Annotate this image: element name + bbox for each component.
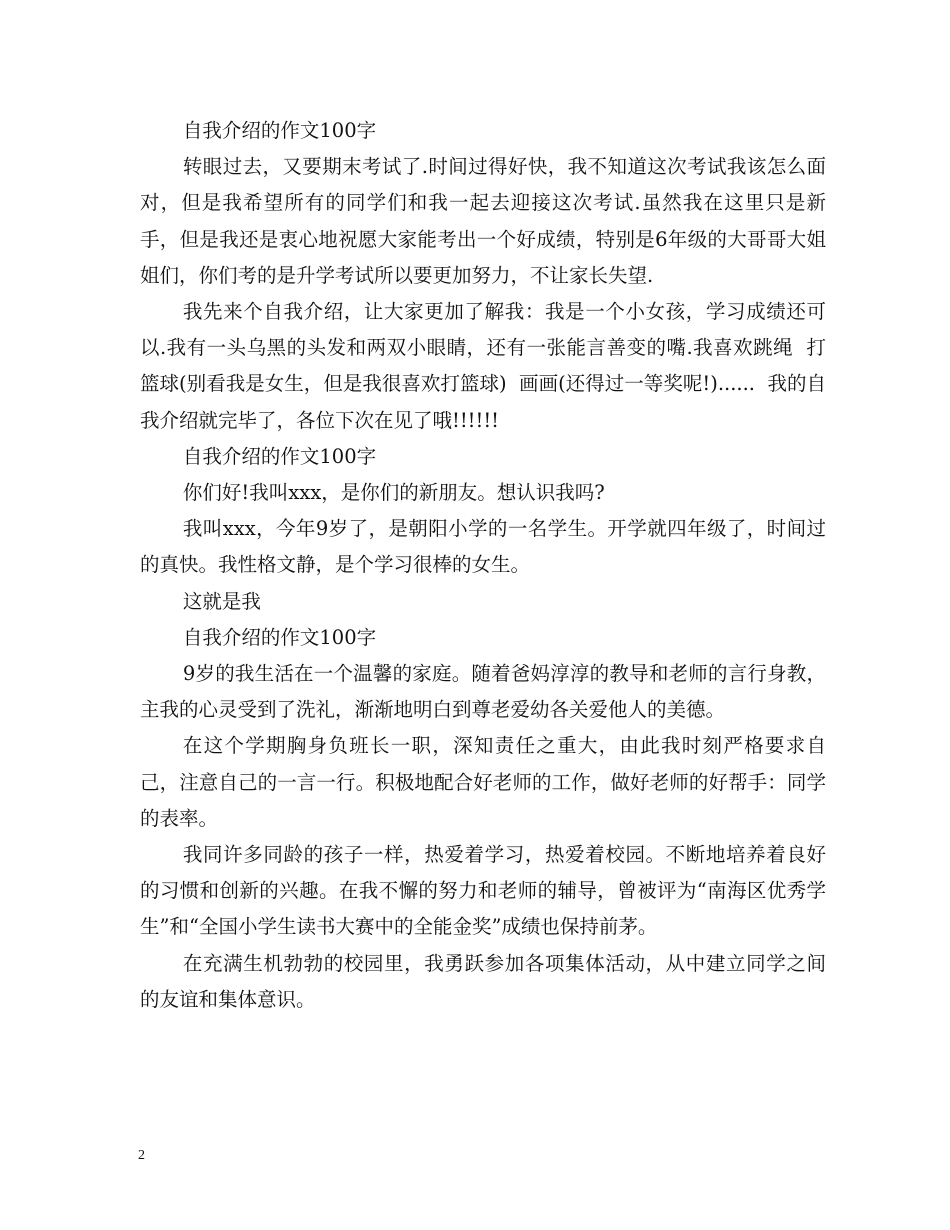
paragraph: 你们好!我叫xxx，是你们的新朋友。想认识我吗? xyxy=(182,481,605,505)
paragraph: 我同许多同龄的孩子一样，热爱着学习，热爱着校园。不断地培养着良好的习惯和创新的兴趣。在我不懈的努力和老师的辅导，曾被评为“南海区优秀学生”和“全国小学生读书大赛中的全能金奖”成绩也保持前茅。 xyxy=(140,843,826,939)
document-body xyxy=(140,113,826,1018)
paragraph: 在充满生机勃勃的校园里，我勇跃参加各项集体活动，从中建立同学之间的友谊和集体意识。 xyxy=(140,951,826,1011)
paragraph: 9岁的我生活在一个温馨的家庭。随着爸妈淳淳的教导和老师的言行身教，主我的心灵受到了洗礼，渐渐地明白到尊老爱幼各关爱他人的美德。 xyxy=(140,662,826,722)
paragraph: 这就是我 xyxy=(182,589,261,613)
page-number: 2 xyxy=(138,1148,145,1163)
paragraph: 在这个学期胸身负班长一职，深知责任之重大，由此我时刻严格要求自己，注意自己的一言一行。积极地配合好老师的工作，做好老师的好帮手：同学的表率。 xyxy=(140,734,826,830)
essay-title: 自我介绍的作文100字 xyxy=(182,119,377,142)
paragraph: 我叫xxx，今年9岁了，是朝阳小学的一名学生。开学就四年级了，时间过的真快。我性格文静，是个学习很棒的女生。 xyxy=(140,517,826,577)
essay-title: 自我介绍的作文100字 xyxy=(182,444,377,468)
essay-title: 自我介绍的作文100字 xyxy=(182,625,377,649)
paragraph: 转眼过去，又要期末考试了.时间过得好快，我不知道这次考试我该怎么面对，但是我希望所有的同学们和我一起去迎接这次考试.虽然我在这里只是新手，但是我还是衷心地祝愿大家能考出一个好成绩，特别是6年级的大哥哥大姐姐们，你们考的是升学考试所以要更加努力，不让家长失望. xyxy=(140,155,826,287)
paragraph: 我先来个自我介绍，让大家更加了解我：我是一个小女孩，学习成绩还可以.我有一头乌黑的头发和两双小眼睛，还有一张能言善变的嘴.我喜欢跳绳 打篮球(别看我是女生，但是我很喜欢打篮球) 画画(还得过一等奖呢!)...... 我的自我介绍就完毕了，各位下次在见了哦!!!!!! xyxy=(140,300,826,432)
